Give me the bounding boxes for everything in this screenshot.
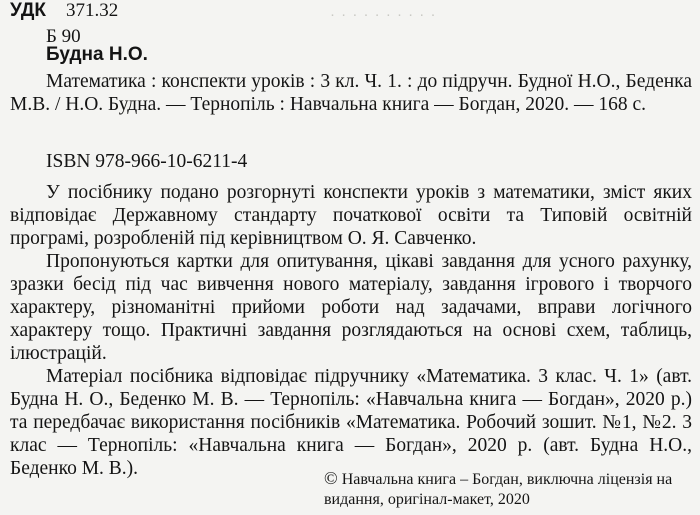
bbk-code: Б 90 [46, 26, 81, 47]
annotation [10, 181, 692, 480]
annotation-paragraph: Матеріал посібника відповідає підручнику «Математика. 3 клас. Ч. 1» (авт. Будна Н. О., Беденко М. В. — Тернопіль: «Навчальна книга — Богдан», 2020 р.) та передбачає використання посібників «Математика. Робочий зошит. №1, №2. 3 клас — Тернопіль: «Навчальна книга — Богдан», 2020 р. (авт. Будна Н.О., Беденко М. В.). [10, 366, 692, 479]
copyright-text: Навчальна книга – Богдан, виключна ліцензія на видання, оригінал-макет, 2020 [324, 471, 673, 508]
udk-number: 371.32 [66, 0, 119, 21]
udk-label: УДК [10, 0, 46, 21]
isbn: ISBN 978-966-10-6211-4 [46, 151, 248, 172]
bibliographic-description: Математика : конспекти уроків : 3 кл. Ч. 1. : до підручн. Будної Н.О., Беденка М.В. / Н.О. Будна. — Тернопіль : Навчальна книга — Богдан, 2020. — 168 с. [10, 71, 692, 115]
bleed-through-text: · · · · · · · · · · [330, 6, 437, 23]
author-name: Будна Н.О. [46, 44, 148, 65]
annotation-paragraph: Пропонуються картки для опитування, цікаві завдання для усного рахунку, зразки бесід під час вивчення нового матеріалу, завдання ігрового і творчого характеру, різноманітні прийоми роботи над задачами, вправи логічного характеру тощо. Практичні завдання розглядаються на основі схем, таблиць, ілюстрацій. [10, 251, 692, 364]
copyright-symbol: © [324, 468, 338, 488]
udk-code [10, 0, 118, 22]
annotation-paragraph: У посібнику подано розгорнуті конспекти уроків з математики, зміст яких відповідає Державному стандарту початкової освіти та Типовій освітній програмі, розробленій під керівництвом О. Я. Савченко. [10, 182, 692, 249]
copyright-notice [324, 468, 694, 510]
